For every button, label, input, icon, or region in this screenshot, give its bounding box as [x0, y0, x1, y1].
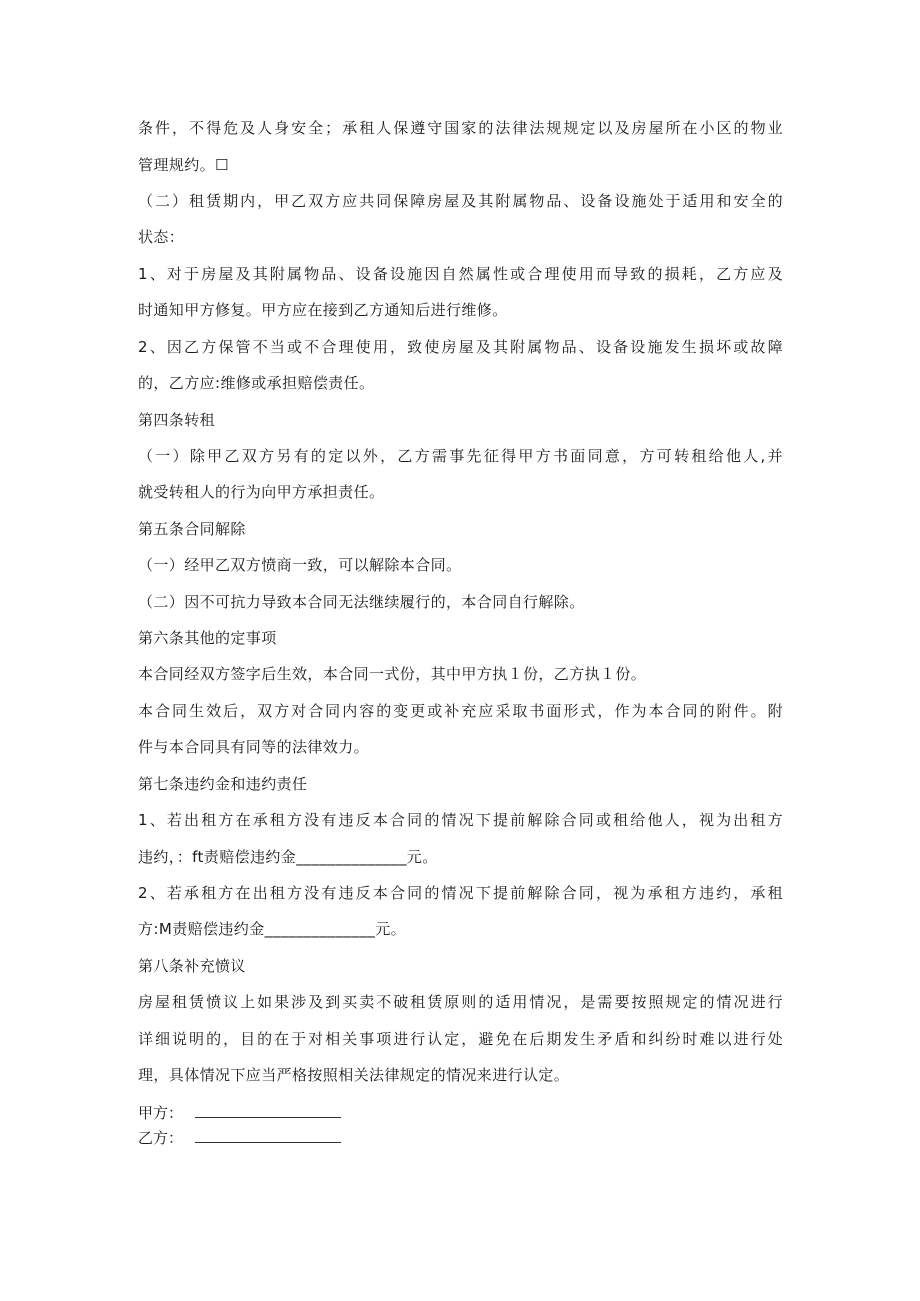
text-line: 的，乙方应:维修或承担赔偿责任。	[138, 374, 375, 392]
text-line: 就受转租人的行为向甲方承担责任。	[138, 483, 385, 501]
text-line: 理，具体情况下应当严格按照相关法律规定的情况来进行认定。	[138, 1066, 570, 1084]
party-b-signature-line	[195, 1128, 341, 1143]
text-line: 1、若出租方在承租方没有违反本合同的情况下提前解除合同或租给他人，视为出租方	[138, 811, 783, 829]
party-a-signature-line	[195, 1103, 341, 1118]
text-line: 2、因乙方保管不当或不合理使用，致使房屋及其附属物品、设备设施发生损坏或故障	[138, 338, 783, 356]
text-line: 方:M责赔偿违约金______________元。	[138, 920, 406, 938]
section-heading: 第四条转租	[138, 411, 216, 429]
section-heading: 第七条违约金和违约责任	[138, 775, 308, 793]
text-line: （二）租赁期内，甲乙双方应共同保障房屋及其附属物品、设备设施处于适用和安全的	[138, 192, 783, 210]
text-line: 本合同生效后，双方对合同内容的变更或补充应采取书面形式，作为本合同的附件。附	[138, 702, 783, 720]
section-heading: 第六条其他的定事项	[138, 629, 277, 647]
signature-party-b	[138, 1128, 341, 1148]
text-line: 件与本合同具有同等的法律效力。	[138, 738, 370, 756]
text-line: 状态：	[138, 228, 185, 246]
party-a-label: 甲方：	[138, 1104, 184, 1122]
text-line: （一）经甲乙双方愤商一致，可以解除本合同。	[138, 556, 462, 574]
signature-party-a	[138, 1103, 341, 1123]
section-heading: 第五条合同解除	[138, 520, 246, 538]
party-b-label: 乙方：	[138, 1129, 184, 1147]
text-line: （一）除甲乙双方另有的定以外，乙方需事先征得甲方书面同意，方可转租给他人,并	[138, 447, 783, 465]
text-line: 条件，不得危及人身安全；承租人保遵守国家的法律法规规定以及房屋所在小区的物业	[138, 119, 783, 137]
text-line: 违约，：ft责赔偿违约金______________元。	[138, 848, 438, 866]
text-line: 本合同经双方签字后生效，本合同一式份，其中甲方执１份，乙方执１份。	[138, 665, 647, 683]
text-line: 2、若承租方在出租方没有违反本合同的情况下提前解除合同，视为承租方违约，承租	[138, 884, 783, 902]
text-line: 管理规约。☐	[138, 156, 229, 174]
section-heading: 第八条补充愤议	[138, 957, 246, 975]
text-line: 详细说明的，目的在于对相关事项进行认定，避免在后期发生矛盾和纠纷时难以进行处	[138, 1030, 783, 1048]
text-line: （二）因不可抗力导致本合同无法继续履行的，本合同自行解除。	[138, 593, 585, 611]
text-line: 时通知甲方修复。甲方应在接到乙方通知后进行维修。	[138, 301, 508, 319]
text-line: 房屋租赁愤议上如果涉及到买卖不破租赁原则的适用情况，是需要按照规定的情况进行	[138, 993, 783, 1011]
text-line: 1、对于房屋及其附属物品、设备设施因自然属性或合理使用而导致的损耗，乙方应及	[138, 265, 783, 283]
